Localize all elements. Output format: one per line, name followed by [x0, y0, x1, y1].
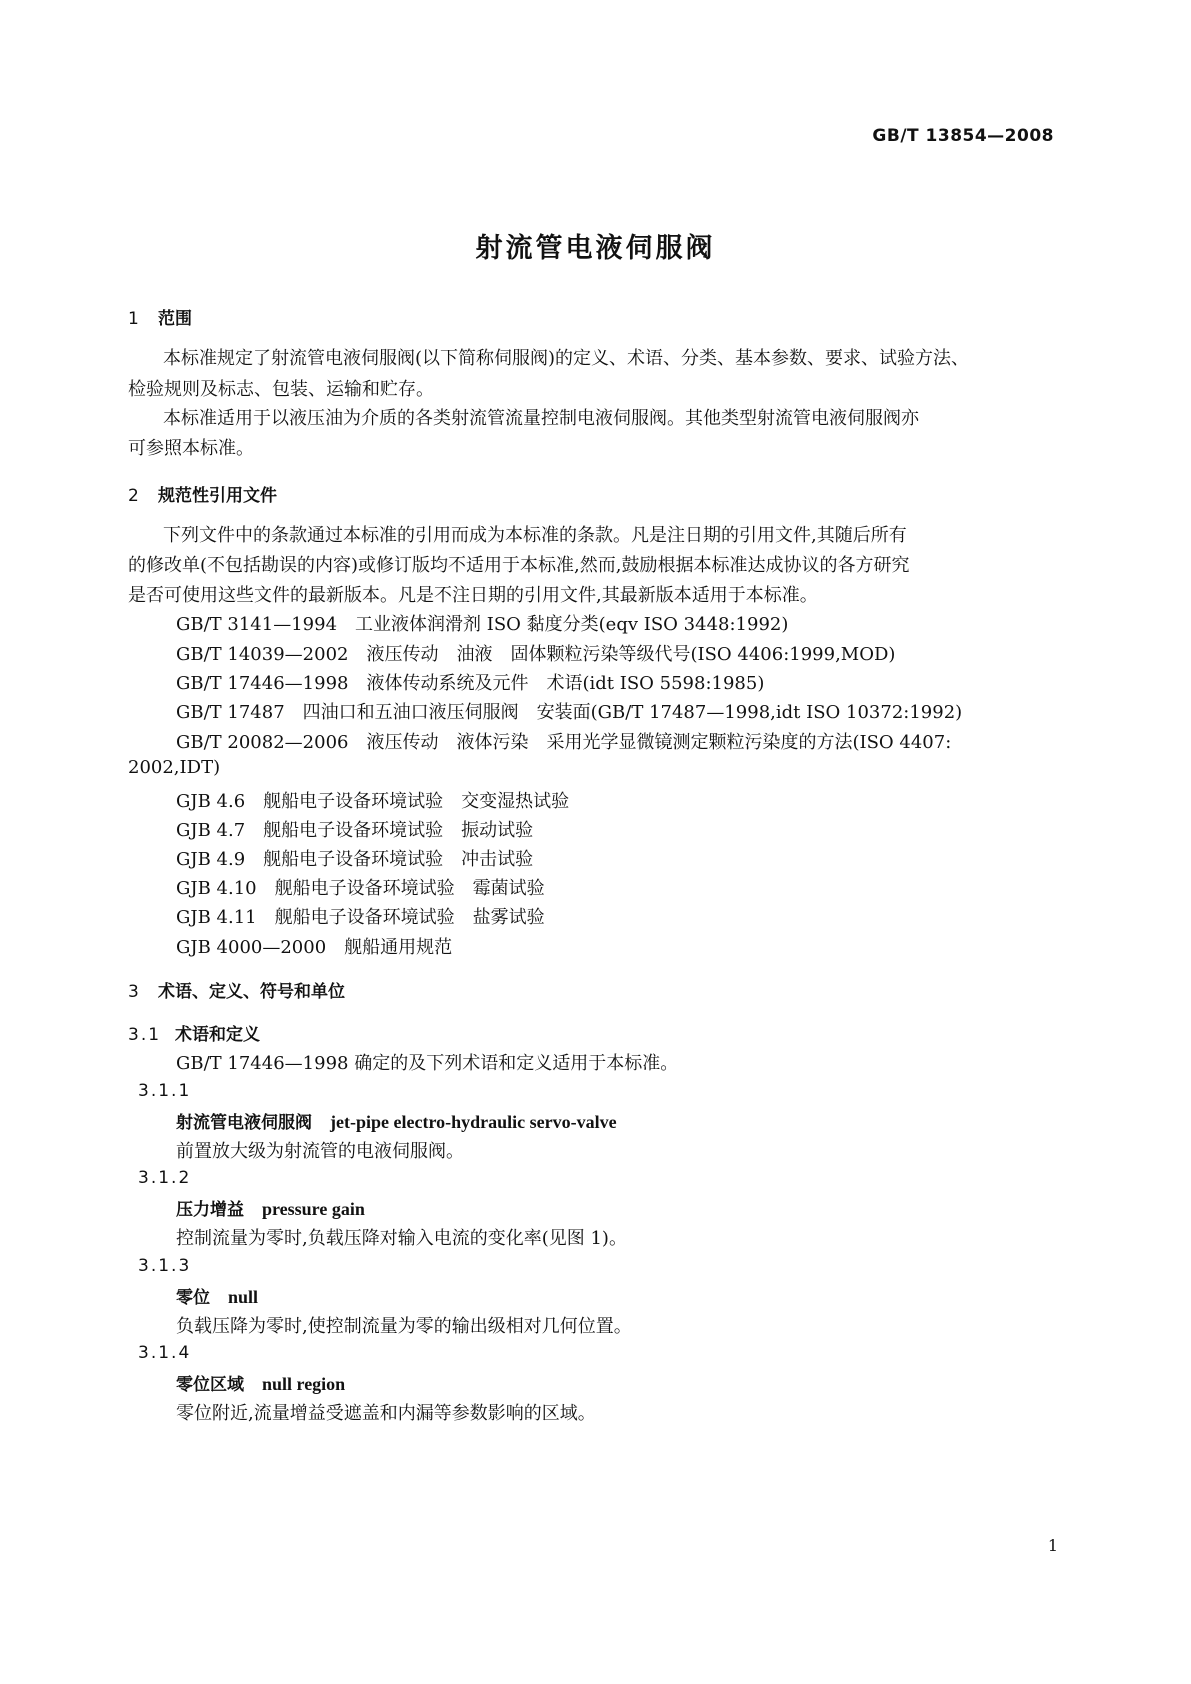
subsection-number: 3.1 — [128, 1025, 162, 1045]
subsection-text: GB/T 17446—1998 确定的及下列术语和定义适用于本标准。 — [176, 1053, 679, 1074]
document-title: 射流管电液伺服阀 — [475, 233, 716, 264]
page-number: 1 — [1047, 1536, 1058, 1555]
subsection-title: 术语和定义 — [175, 1025, 260, 1045]
paragraph-line: 检验规则及标志、包装、运输和贮存。 — [128, 379, 434, 400]
term-number: 3.1.1 — [138, 1081, 192, 1101]
subsection-3-1-heading — [128, 1020, 260, 1045]
reference-item: GJB 4.10 舰船电子设备环境试验 霉菌试验 — [176, 878, 545, 899]
term-heading — [176, 1370, 345, 1395]
term-heading — [176, 1283, 258, 1308]
term-number: 3.1.3 — [138, 1256, 192, 1276]
section-title: 范围 — [158, 309, 192, 329]
term-en: null — [228, 1287, 259, 1307]
section-title: 术语、定义、符号和单位 — [158, 982, 345, 1002]
reference-item: GJB 4.6 舰船电子设备环境试验 交变湿热试验 — [176, 791, 570, 812]
reference-item: GB/T 3141—1994 工业液体润滑剂 ISO 黏度分类(eqv ISO 3448:1992) — [176, 614, 789, 635]
paragraph-line: 下列文件中的条款通过本标准的引用而成为本标准的条款。凡是注日期的引用文件,其随后所有 — [163, 525, 907, 546]
term-definition: 负载压降为零时,使控制流量为零的输出级相对几何位置。 — [176, 1316, 632, 1337]
standard-number: GB/T 13854—2008 — [872, 126, 1054, 146]
reference-item: GJB 4.11 舰船电子设备环境试验 盐雾试验 — [176, 907, 545, 928]
reference-item: GB/T 17446—1998 液体传动系统及元件 术语(idt ISO 5598:1985) — [176, 673, 765, 694]
paragraph-line: 可参照本标准。 — [128, 438, 254, 459]
term-zh: 零位区域 — [176, 1375, 244, 1395]
reference-item: GB/T 17487 四油口和五油口液压伺服阀 安装面(GB/T 17487—1998,idt ISO 10372:1992) — [176, 702, 963, 723]
term-zh: 压力增益 — [176, 1200, 244, 1220]
section-3-heading — [128, 977, 345, 1002]
reference-item: GJB 4.7 舰船电子设备环境试验 振动试验 — [176, 820, 534, 841]
term-en: jet-pipe electro-hydraulic servo-valve — [330, 1112, 617, 1132]
reference-item-continued: 2002,IDT) — [128, 757, 221, 778]
reference-item: GJB 4.9 舰船电子设备环境试验 冲击试验 — [176, 849, 534, 870]
term-zh: 射流管电液伺服阀 — [176, 1113, 312, 1133]
term-number: 3.1.4 — [138, 1343, 192, 1363]
term-definition: 控制流量为零时,负载压降对输入电流的变化率(见图 1)。 — [176, 1228, 627, 1249]
reference-item: GB/T 20082—2006 液压传动 液体污染 采用光学显微镜测定颗粒污染度的方法(ISO 4407: — [176, 732, 952, 753]
term-definition: 零位附近,流量增益受遮盖和内漏等参数影响的区域。 — [176, 1403, 596, 1424]
term-zh: 零位 — [176, 1288, 210, 1308]
section-1-heading — [128, 304, 192, 329]
section-number: 3 — [128, 982, 139, 1002]
section-number: 2 — [128, 486, 139, 506]
term-en: null region — [262, 1374, 346, 1394]
section-number: 1 — [128, 309, 139, 329]
term-heading — [176, 1108, 617, 1133]
term-en: pressure gain — [262, 1199, 365, 1219]
reference-item: GB/T 14039—2002 液压传动 油液 固体颗粒污染等级代号(ISO 4406:1999,MOD) — [176, 644, 896, 665]
section-title: 规范性引用文件 — [158, 486, 277, 506]
term-definition: 前置放大级为射流管的电液伺服阀。 — [176, 1141, 464, 1162]
term-number: 3.1.2 — [138, 1168, 192, 1188]
paragraph-line: 本标准规定了射流管电液伺服阀(以下简称伺服阀)的定义、术语、分类、基本参数、要求、试验方法、 — [163, 348, 970, 369]
term-heading — [176, 1195, 365, 1220]
paragraph-line: 本标准适用于以液压油为介质的各类射流管流量控制电液伺服阀。其他类型射流管电液伺服阀亦 — [163, 408, 919, 429]
paragraph-line: 是否可使用这些文件的最新版本。凡是不注日期的引用文件,其最新版本适用于本标准。 — [128, 585, 818, 606]
section-2-heading — [128, 481, 277, 506]
paragraph-line: 的修改单(不包括勘误的内容)或修订版均不适用于本标准,然而,鼓励根据本标准达成协议的各方研究 — [128, 555, 910, 576]
reference-item: GJB 4000—2000 舰船通用规范 — [176, 937, 453, 958]
